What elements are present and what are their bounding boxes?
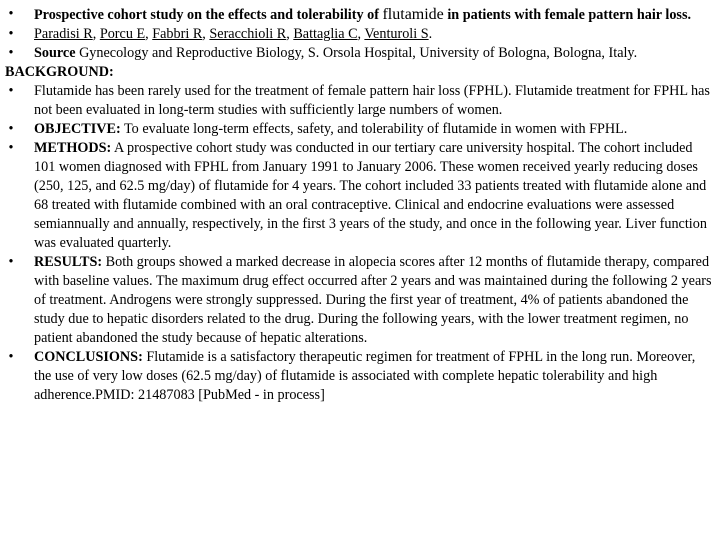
title-item <box>5 5 716 25</box>
authors-list: Paradisi R, Porcu E, Fabbri R, Seracchioli R, Battaglia C, Venturoli S. <box>34 26 433 42</box>
author-link[interactable]: Paradisi R <box>34 26 93 42</box>
objective-item <box>5 120 716 139</box>
source-label: Source <box>34 45 76 61</box>
author-link[interactable]: Venturoli S <box>364 26 429 42</box>
bullet: • <box>8 6 14 22</box>
authors-item <box>5 25 716 44</box>
drug-name: flutamide <box>382 6 444 23</box>
section-label: OBJECTIVE: <box>34 121 121 137</box>
section-text: Flutamide has been rarely used for the treatment of female pattern hair loss (FPHL). Flutamide treatment for FPHL has not been evaluated in long-term studies with sufficiently large numbers of women. <box>34 83 710 118</box>
section-label: METHODS: <box>34 140 112 156</box>
bullet: • <box>8 26 14 42</box>
conclusions-item <box>5 348 716 405</box>
bullet: • <box>8 254 14 270</box>
section-label: RESULTS: <box>34 254 103 270</box>
methods-item <box>5 139 716 253</box>
background-item <box>5 82 716 120</box>
section-text: A prospective cohort study was conducted in our tertiary care university hospital. The cohort included 101 women diagnosed with FPHL from January 1991 to January 2006. These women received yearly reducing doses (250, 125, and 62.5 mg/day) of flutamide for 4 years. The cohort included 33 patients treated with flutamide alone and 68 treated with flutamide combined with an oral contraceptive. Clinical and endocrine evaluations were assessed semiannually and annually, respectively, in the first 3 years of the study, and once in the following year. Liver function was evaluated quarterly. <box>34 140 707 251</box>
section-text: Both groups showed a marked decrease in alopecia scores after 12 months of flutamide therapy, compared with baseline values. The maximum drug effect occurred after 2 years and was maintained during the following 2 years of treatment. Androgens were strongly suppressed. During the first year of treatment, 4% of patients abandoned the study due to hepatic disorders related to the drug. During the following years, with the lower treatment regimen, no patient abandoned the study because of hepatic alterations. <box>34 254 712 346</box>
author-link[interactable]: Fabbri R <box>152 26 203 42</box>
section-text: To evaluate long-term effects, safety, and tolerability of flutamide in women with FPHL. <box>120 121 628 137</box>
section-label: CONCLUSIONS: <box>34 349 143 365</box>
author-link[interactable]: Battaglia C <box>293 26 358 42</box>
results-item <box>5 253 716 348</box>
bullet: • <box>8 45 14 61</box>
bullet: • <box>8 140 14 156</box>
pmid-text: PMID: 21487083 [PubMed - in process] <box>95 387 325 403</box>
source-item <box>5 44 716 63</box>
author-link[interactable]: Seracchioli R <box>209 26 287 42</box>
article-title: Prospective cohort study on the effects and tolerability of flutamide in patients with female pattern hair loss. <box>34 6 692 23</box>
author-link[interactable]: Porcu E <box>99 26 146 42</box>
bullet: • <box>8 121 14 137</box>
section-text: Flutamide is a satisfactory therapeutic regimen for treatment of FPHL in the long run. Moreover, the use of very low doses (62.5 mg/day) of flutamide is associated with complete hepatic tolerability and high adherence. <box>34 349 696 403</box>
source-text: Gynecology and Reproductive Biology, S. Orsola Hospital, University of Bologna, Bologna, Italy. <box>75 45 638 61</box>
background-heading: BACKGROUND: <box>5 64 114 80</box>
bullet: • <box>8 349 14 365</box>
bullet: • <box>8 83 14 99</box>
